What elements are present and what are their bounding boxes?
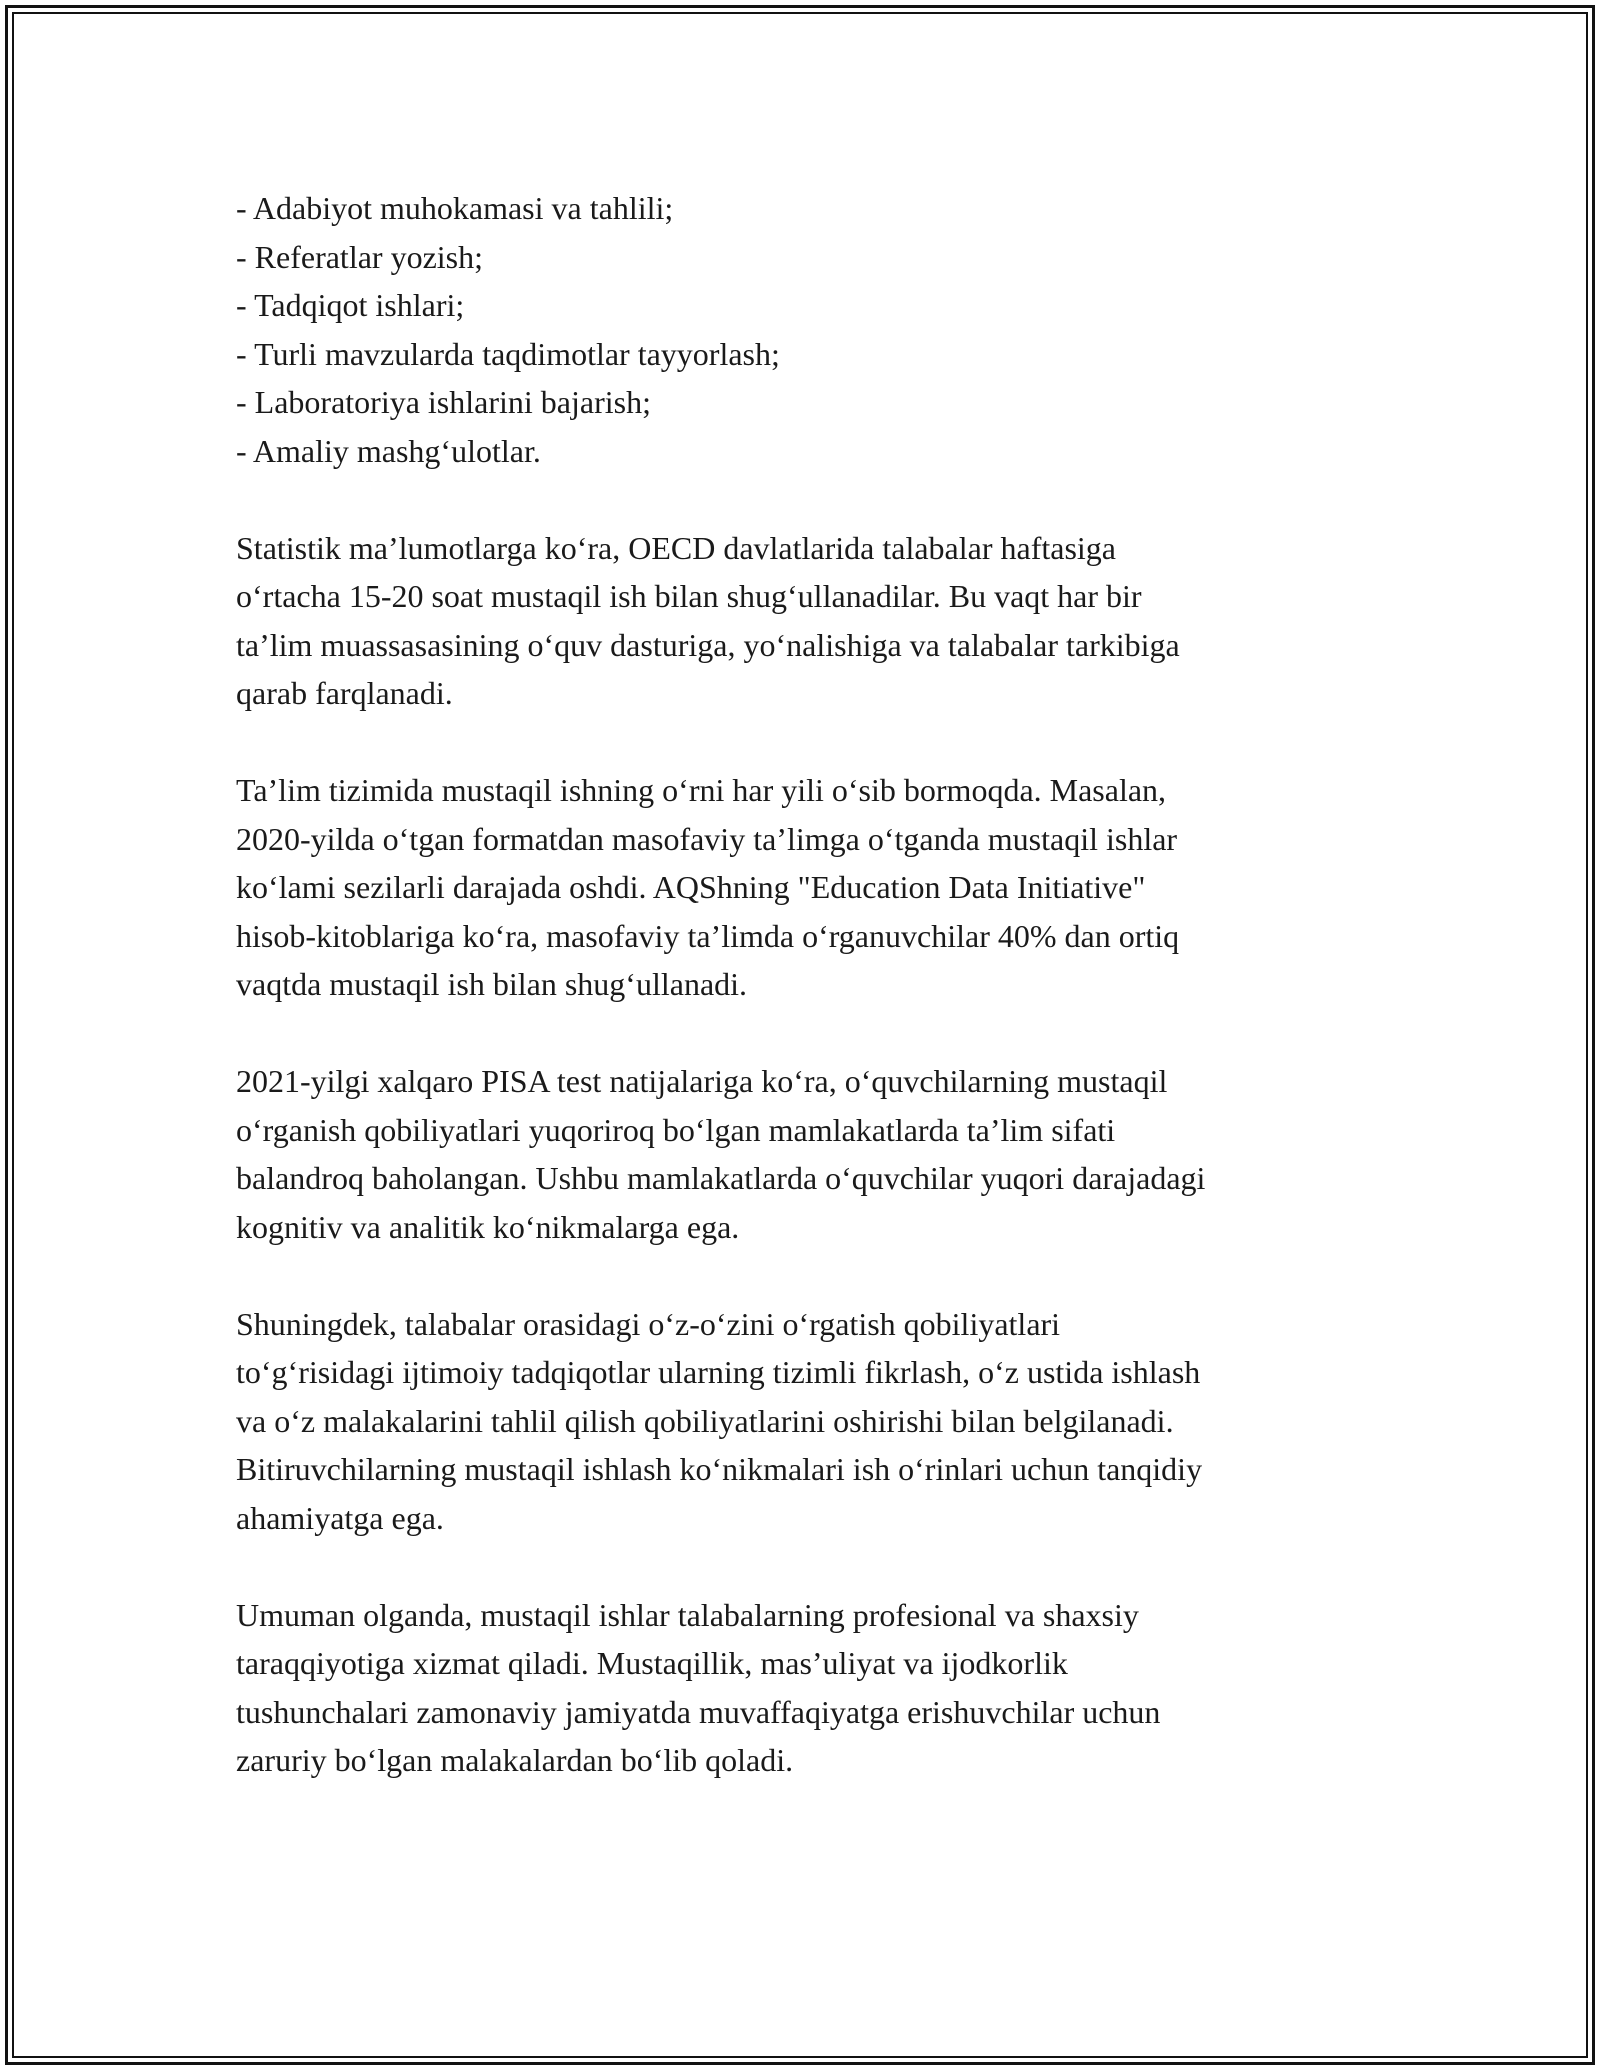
paragraph-line: ahamiyatga ega. xyxy=(236,1499,444,1536)
paragraph-pisa xyxy=(236,1057,1366,1251)
paragraph-line: o‘rtacha 15-20 soat mustaqil ish bilan shug‘ullanadilar. Bu vaqt har bir xyxy=(236,578,1142,614)
paragraph-line: Bitiruvchilarning mustaqil ishlash ko‘nikmalari ish o‘rinlari uchun tanqidiy xyxy=(236,1451,1203,1487)
paragraph-line: ko‘lami sezilarli darajada oshdi. AQShning "Education Data Initiative" xyxy=(236,869,1146,905)
paragraph-statistics xyxy=(236,524,1366,718)
list-item: - Tadqiqot ishlari; xyxy=(236,287,465,323)
paragraph-line: 2021-yilgi xalqaro PISA test natijalariga ko‘ra, o‘quvchilarning mustaqil xyxy=(236,1063,1168,1099)
paragraph-conclusion xyxy=(236,1591,1366,1785)
paragraph-line: vaqtda mustaqil ish bilan shug‘ullanadi. xyxy=(236,966,748,1002)
paragraph-line: Ta’lim tizimida mustaqil ishning o‘rni har yili o‘sib bormoqda. Masalan, xyxy=(236,772,1167,808)
activity-list xyxy=(236,184,1366,475)
paragraph-line: kognitiv va analitik ko‘nikmalarga ega. xyxy=(236,1208,740,1245)
paragraph-distance-learning xyxy=(236,766,1366,1009)
list-item: - Laboratoriya ishlarini bajarish; xyxy=(236,384,651,420)
paragraph-self-learning xyxy=(236,1300,1366,1543)
list-item: - Referatlar yozish; xyxy=(236,238,483,275)
paragraph-line: zaruriy bo‘lgan malakalardan bo‘lib qoladi. xyxy=(236,1742,794,1778)
paragraph-line: ta’lim muassasasining o‘quv dasturiga, yo‘nalishiga va talabalar tarkibiga xyxy=(236,626,1180,663)
paragraph-line: Umuman olganda, mustaqil ishlar talabalarning profesional va shaxsiy xyxy=(236,1596,1139,1633)
list-item: - Amaliy mashg‘ulotlar. xyxy=(236,432,541,469)
paragraph-line: 2020-yilda o‘tgan formatdan masofaviy ta’limga o‘tganda mustaqil ishlar xyxy=(236,820,1178,857)
document-body xyxy=(236,184,1366,1785)
list-item: - Turli mavzularda taqdimotlar tayyorlash; xyxy=(236,335,780,372)
paragraph-line: qarab farqlanadi. xyxy=(236,675,453,711)
paragraph-line: tushunchalari zamonaviy jamiyatda muvaffaqiyatga erishuvchilar uchun xyxy=(236,1693,1161,1730)
list-item: - Adabiyot muhokamasi va tahlili; xyxy=(236,190,674,226)
paragraph-line: Shuningdek, talabalar orasidagi o‘z-o‘zini o‘rgatish qobiliyatlari xyxy=(236,1305,1061,1342)
paragraph-line: taraqqiyotiga xizmat qiladi. Mustaqillik, mas’uliyat va ijodkorlik xyxy=(236,1645,1068,1681)
paragraph-line: hisob-kitoblariga ko‘ra, masofaviy ta’limda o‘rganuvchilar 40% dan ortiq xyxy=(236,917,1180,954)
paragraph-line: balandroq baholangan. Ushbu mamlakatlarda o‘quvchilar yuqori darajadagi xyxy=(236,1160,1206,1196)
paragraph-line: to‘g‘risidagi ijtimoiy tadqiqotlar ularning tizimli fikrlash, o‘z ustida ishlash xyxy=(236,1354,1201,1390)
paragraph-line: o‘rganish qobiliyatlari yuqoriroq bo‘lgan mamlakatlarda ta’lim sifati xyxy=(236,1111,1116,1148)
paragraph-line: va o‘z malakalarini tahlil qilish qobiliyatlarini oshirishi bilan belgilanadi. xyxy=(236,1402,1174,1439)
paragraph-line: Statistik ma’lumotlarga ko‘ra, OECD davlatlarida talabalar haftasiga xyxy=(236,529,1116,566)
